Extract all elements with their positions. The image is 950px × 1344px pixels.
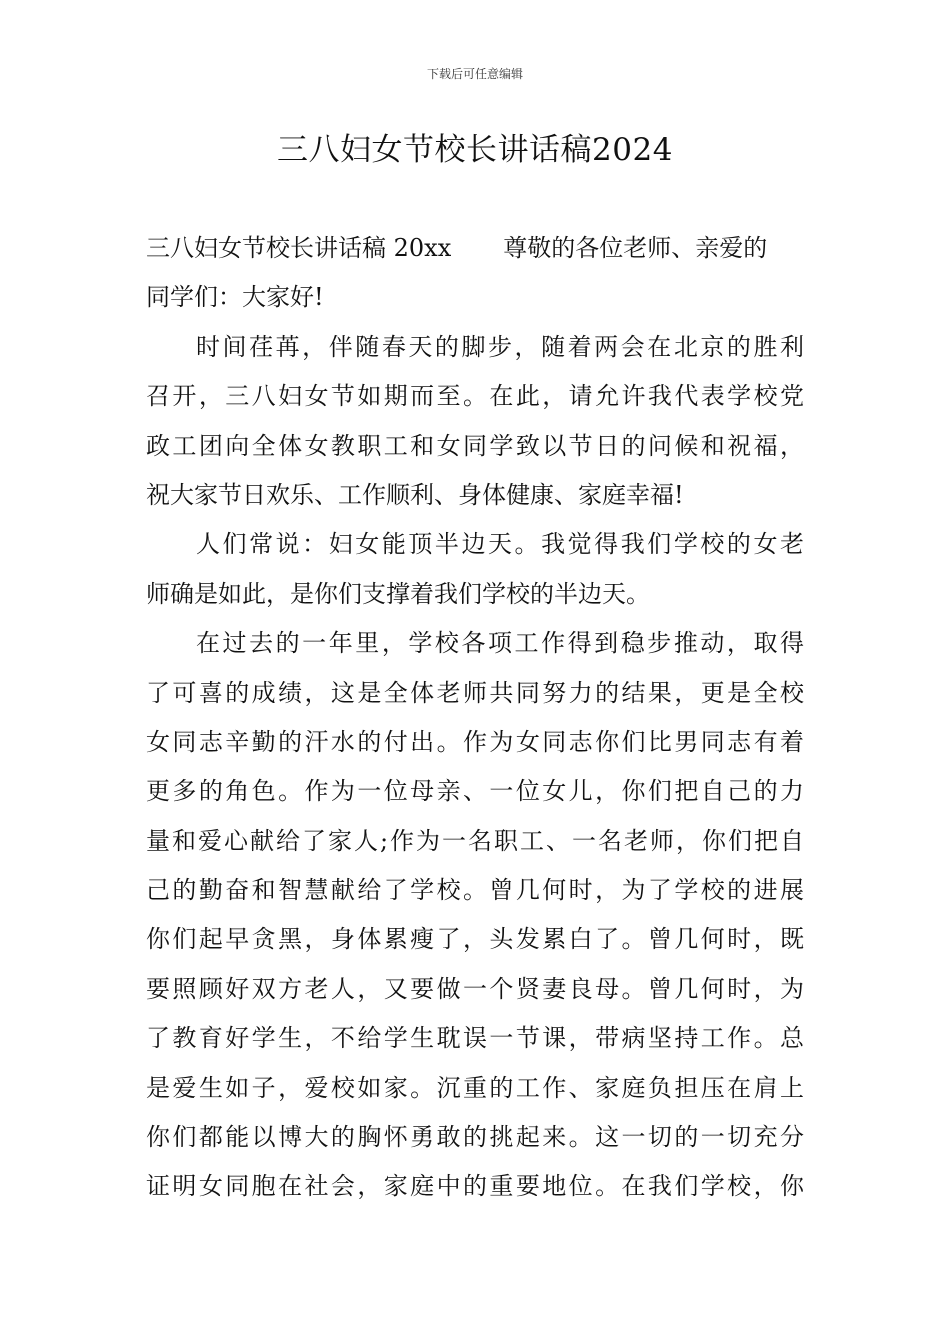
body-line: 了教育好学生，不给学生耽误一节课，带病坚持工作。总 xyxy=(146,1024,804,1053)
body-line: 要照顾好双方老人，又要做一个贤妻良母。曾几何时，为 xyxy=(146,974,804,1003)
body-line: 己的勤奋和智慧献给了学校。曾几何时，为了学校的进展 xyxy=(146,876,804,905)
body-line: 女同志辛勤的汗水的付出。作为女同志你们比男同志有着 xyxy=(146,727,804,756)
document-body xyxy=(146,224,804,1212)
body-line-part: 三八妇女节校长讲话稿 20xx xyxy=(146,234,452,262)
body-line: 时间荏苒，伴随春天的脚步，随着两会在北京的胜利 xyxy=(196,332,804,361)
body-line: 你们起早贪黑，身体累瘦了，头发累白了。曾几何时，既 xyxy=(146,925,804,954)
body-line: 是爱生如子，爱校如家。沉重的工作、家庭负担压在肩上 xyxy=(146,1073,804,1102)
body-line: 在过去的一年里，学校各项工作得到稳步推动，取得 xyxy=(196,629,804,658)
body-line: 召开，三八妇女节如期而至。在此，请允许我代表学校党 xyxy=(146,382,804,411)
body-line: 证明女同胞在社会，家庭中的重要地位。在我们学校，你 xyxy=(146,1172,804,1201)
body-line: 师确是如此，是你们支撑着我们学校的半边天。 xyxy=(146,579,650,608)
body-line: 政工团向全体女教职工和女同学致以节日的问候和祝福， xyxy=(146,431,804,460)
document-title: 三八妇女节校长讲话稿2024 xyxy=(277,132,673,168)
body-line: 祝大家节日欢乐、工作顺利、身体健康、家庭幸福! xyxy=(146,480,684,509)
body-line: 人们常说：妇女能顶半边天。我觉得我们学校的女老 xyxy=(196,530,804,559)
body-line: 更多的角色。作为一位母亲、一位女儿，你们把自己的力 xyxy=(146,777,804,806)
body-line: 了可喜的成绩，这是全体老师共同努力的结果，更是全校 xyxy=(146,678,804,707)
body-line: 同学们：大家好! xyxy=(146,283,324,312)
body-line: 量和爱心献给了家人;作为一名职工、一名老师，你们把自 xyxy=(146,826,804,855)
header-note: 下载后可任意编辑 xyxy=(426,67,523,81)
body-line: 你们都能以博大的胸怀勇敢的挑起来。这一切的一切充分 xyxy=(146,1123,804,1152)
body-line xyxy=(146,224,804,273)
body-line-part: 尊敬的各位老师、亲爱的 xyxy=(503,234,768,262)
